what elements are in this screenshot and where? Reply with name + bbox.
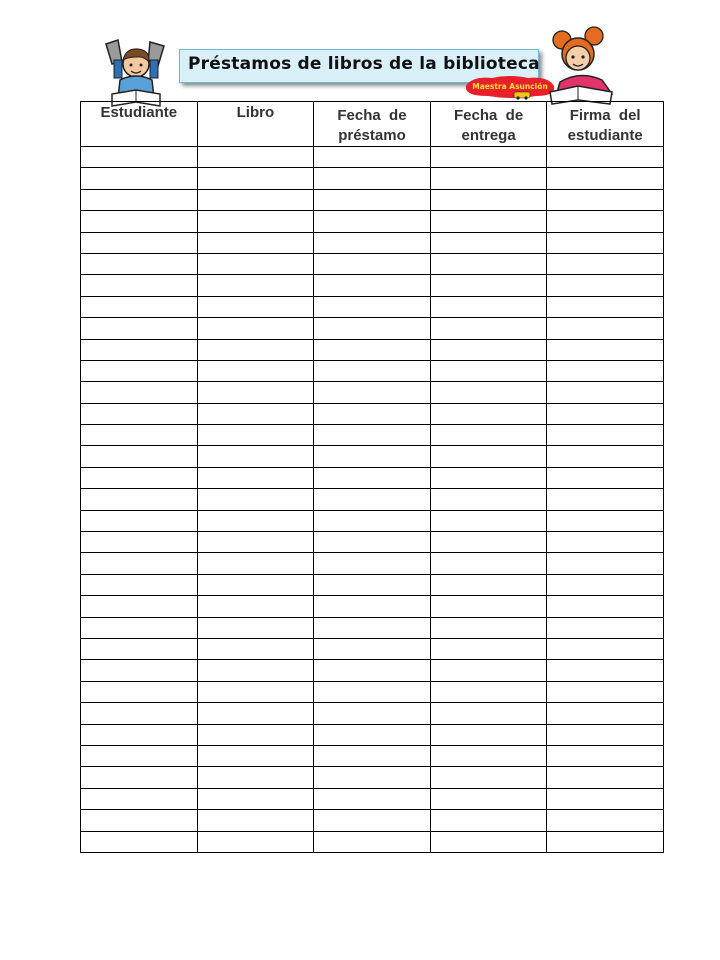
blank-cell[interactable] — [314, 360, 431, 381]
blank-cell[interactable] — [197, 446, 314, 467]
blank-cell[interactable] — [430, 446, 547, 467]
blank-cell[interactable] — [430, 339, 547, 360]
blank-cell[interactable] — [430, 788, 547, 809]
blank-cell[interactable] — [81, 574, 198, 595]
column-header-book: Libro — [197, 102, 314, 147]
blank-cell[interactable] — [547, 574, 664, 595]
blank-cell[interactable] — [314, 638, 431, 659]
blank-cell[interactable] — [430, 168, 547, 189]
table-row — [81, 211, 664, 232]
blank-cell[interactable] — [197, 831, 314, 852]
table-row — [81, 232, 664, 253]
table-row — [81, 189, 664, 210]
blank-cell[interactable] — [547, 189, 664, 210]
blank-cell[interactable] — [547, 467, 664, 488]
blank-cell[interactable] — [81, 596, 198, 617]
blank-cell[interactable] — [197, 360, 314, 381]
blank-cell[interactable] — [81, 767, 198, 788]
blank-cell[interactable] — [197, 275, 314, 296]
table-row — [81, 296, 664, 317]
blank-cell[interactable] — [547, 788, 664, 809]
blank-cell[interactable] — [430, 232, 547, 253]
blank-cell[interactable] — [547, 211, 664, 232]
blank-cell[interactable] — [81, 275, 198, 296]
blank-cell[interactable] — [81, 724, 198, 745]
blank-cell[interactable] — [197, 660, 314, 681]
blank-cell[interactable] — [197, 788, 314, 809]
table-row — [81, 532, 664, 553]
blank-cell[interactable] — [197, 189, 314, 210]
table-row — [81, 147, 664, 168]
blank-cell[interactable] — [197, 724, 314, 745]
blank-cell[interactable] — [81, 382, 198, 403]
blank-cell[interactable] — [430, 318, 547, 339]
blank-cell[interactable] — [547, 489, 664, 510]
blank-cell[interactable] — [314, 275, 431, 296]
blank-cell[interactable] — [314, 681, 431, 702]
blank-cell[interactable] — [197, 339, 314, 360]
library-loans-table — [80, 101, 664, 853]
blank-cell[interactable] — [314, 510, 431, 531]
blank-cell[interactable] — [197, 318, 314, 339]
blank-cell[interactable] — [197, 489, 314, 510]
blank-cell[interactable] — [430, 574, 547, 595]
blank-cell[interactable] — [81, 168, 198, 189]
blank-cell[interactable] — [547, 382, 664, 403]
blank-cell[interactable] — [314, 745, 431, 766]
blank-cell[interactable] — [314, 553, 431, 574]
table-row — [81, 767, 664, 788]
blank-cell[interactable] — [81, 467, 198, 488]
blank-cell[interactable] — [547, 318, 664, 339]
blank-cell[interactable] — [430, 489, 547, 510]
blank-cell[interactable] — [81, 745, 198, 766]
blank-cell[interactable] — [430, 467, 547, 488]
blank-cell[interactable] — [314, 660, 431, 681]
blank-cell[interactable] — [81, 617, 198, 638]
table-row — [81, 617, 664, 638]
blank-cell[interactable] — [430, 660, 547, 681]
blank-cell[interactable] — [314, 617, 431, 638]
table-row — [81, 425, 664, 446]
blank-cell[interactable] — [430, 767, 547, 788]
table-row — [81, 382, 664, 403]
blank-cell[interactable] — [314, 147, 431, 168]
blank-cell[interactable] — [197, 403, 314, 424]
table-row — [81, 703, 664, 724]
blank-cell[interactable] — [81, 681, 198, 702]
blank-cell[interactable] — [547, 253, 664, 274]
blank-cell[interactable] — [81, 831, 198, 852]
blank-cell[interactable] — [197, 253, 314, 274]
blank-cell[interactable] — [430, 810, 547, 831]
blank-cell[interactable] — [547, 339, 664, 360]
table-row — [81, 745, 664, 766]
return-date-label: Fecha de entrega — [453, 107, 528, 144]
blank-cell[interactable] — [314, 467, 431, 488]
blank-cell[interactable] — [430, 425, 547, 446]
blank-cell[interactable] — [430, 147, 547, 168]
blank-cell[interactable] — [430, 275, 547, 296]
table-row — [81, 788, 664, 809]
blank-cell[interactable] — [81, 253, 198, 274]
blank-cell[interactable] — [547, 403, 664, 424]
blank-cell[interactable] — [197, 638, 314, 659]
blank-cell[interactable] — [81, 296, 198, 317]
blank-cell[interactable] — [314, 767, 431, 788]
blank-cell[interactable] — [547, 446, 664, 467]
blank-cell[interactable] — [314, 211, 431, 232]
blank-cell[interactable] — [81, 660, 198, 681]
blank-cell[interactable] — [314, 574, 431, 595]
table-row — [81, 489, 664, 510]
blank-cell[interactable] — [430, 360, 547, 381]
blank-cell[interactable] — [314, 532, 431, 553]
blank-cell[interactable] — [547, 617, 664, 638]
blank-cell[interactable] — [430, 403, 547, 424]
signature-label: Firma del estudiante — [567, 107, 645, 144]
blank-cell[interactable] — [197, 574, 314, 595]
column-header-signature — [547, 102, 664, 147]
blank-cell[interactable] — [81, 638, 198, 659]
boy-reading-illustration — [100, 36, 172, 108]
blank-cell[interactable] — [314, 232, 431, 253]
blank-cell[interactable] — [547, 553, 664, 574]
blank-cell[interactable] — [81, 510, 198, 531]
blank-cell[interactable] — [314, 596, 431, 617]
blank-cell[interactable] — [81, 532, 198, 553]
table-row — [81, 638, 664, 659]
blank-cell[interactable] — [430, 189, 547, 210]
column-header-return-date — [430, 102, 547, 147]
blank-cell[interactable] — [197, 211, 314, 232]
column-header-student: Estudiante — [81, 102, 198, 147]
table-header-row — [81, 102, 664, 147]
blank-cell[interactable] — [197, 467, 314, 488]
blank-cell[interactable] — [197, 296, 314, 317]
blank-cell[interactable] — [430, 553, 547, 574]
blank-cell[interactable] — [197, 232, 314, 253]
blank-cell[interactable] — [314, 425, 431, 446]
table-row — [81, 510, 664, 531]
blank-cell[interactable] — [197, 596, 314, 617]
blank-cell[interactable] — [430, 724, 547, 745]
table-row — [81, 831, 664, 852]
blank-cell[interactable] — [547, 681, 664, 702]
blank-cell[interactable] — [547, 296, 664, 317]
blank-cell[interactable] — [81, 788, 198, 809]
blank-cell[interactable] — [547, 596, 664, 617]
table-row — [81, 660, 664, 681]
table-row — [81, 403, 664, 424]
blank-cell[interactable] — [547, 532, 664, 553]
table-row — [81, 446, 664, 467]
blank-cell[interactable] — [197, 745, 314, 766]
blank-cell[interactable] — [81, 211, 198, 232]
blank-cell[interactable] — [197, 767, 314, 788]
table-row — [81, 810, 664, 831]
blank-cell[interactable] — [197, 703, 314, 724]
blank-cell[interactable] — [197, 617, 314, 638]
loan-date-label: Fecha de préstamo — [337, 107, 411, 144]
blank-cell[interactable] — [314, 446, 431, 467]
table-row — [81, 724, 664, 745]
blank-cell[interactable] — [81, 810, 198, 831]
blank-cell[interactable] — [547, 724, 664, 745]
table-row — [81, 339, 664, 360]
blank-cell[interactable] — [81, 446, 198, 467]
table-body — [81, 147, 664, 853]
blank-cell[interactable] — [314, 703, 431, 724]
page-header — [0, 0, 720, 110]
blank-cell[interactable] — [314, 296, 431, 317]
blank-cell[interactable] — [81, 403, 198, 424]
blank-cell[interactable] — [430, 638, 547, 659]
svg-text:Maestra Asunción: Maestra Asunción — [472, 82, 548, 91]
blank-cell[interactable] — [430, 211, 547, 232]
blank-cell[interactable] — [547, 510, 664, 531]
blank-cell[interactable] — [314, 339, 431, 360]
blank-cell[interactable] — [81, 339, 198, 360]
blank-cell[interactable] — [547, 425, 664, 446]
blank-cell[interactable] — [314, 489, 431, 510]
blank-cell[interactable] — [314, 403, 431, 424]
blank-cell[interactable] — [547, 745, 664, 766]
blank-cell[interactable] — [314, 788, 431, 809]
blank-cell[interactable] — [81, 318, 198, 339]
blank-cell[interactable] — [430, 532, 547, 553]
blank-cell[interactable] — [197, 681, 314, 702]
table-row — [81, 681, 664, 702]
blank-cell[interactable] — [197, 553, 314, 574]
blank-cell[interactable] — [430, 296, 547, 317]
blank-cell[interactable] — [197, 810, 314, 831]
blank-cell[interactable] — [547, 168, 664, 189]
blank-cell[interactable] — [81, 147, 198, 168]
blank-cell[interactable] — [430, 745, 547, 766]
blank-cell[interactable] — [314, 810, 431, 831]
blank-cell[interactable] — [547, 638, 664, 659]
blank-cell[interactable] — [197, 168, 314, 189]
blank-cell[interactable] — [81, 703, 198, 724]
girl-reading-illustration — [540, 22, 618, 106]
blank-cell[interactable] — [430, 681, 547, 702]
table-row — [81, 275, 664, 296]
blank-cell[interactable] — [430, 510, 547, 531]
page-title: Préstamos de libros de la biblioteca — [188, 54, 540, 74]
blank-cell[interactable] — [81, 553, 198, 574]
table-row — [81, 360, 664, 381]
blank-cell[interactable] — [547, 831, 664, 852]
blank-cell[interactable] — [547, 232, 664, 253]
table-row — [81, 553, 664, 574]
blank-cell[interactable] — [430, 617, 547, 638]
blank-cell[interactable] — [314, 189, 431, 210]
blank-cell[interactable] — [314, 318, 431, 339]
blank-cell[interactable] — [430, 253, 547, 274]
blank-cell[interactable] — [547, 660, 664, 681]
table-row — [81, 253, 664, 274]
blank-cell[interactable] — [81, 189, 198, 210]
blank-cell[interactable] — [197, 425, 314, 446]
table-row — [81, 467, 664, 488]
table-row — [81, 168, 664, 189]
table-row — [81, 596, 664, 617]
blank-cell[interactable] — [314, 168, 431, 189]
blank-cell[interactable] — [547, 810, 664, 831]
blank-cell[interactable] — [430, 596, 547, 617]
blank-cell[interactable] — [547, 703, 664, 724]
blank-cell[interactable] — [430, 703, 547, 724]
blank-cell[interactable] — [547, 275, 664, 296]
blank-cell[interactable] — [81, 232, 198, 253]
table-row — [81, 574, 664, 595]
blank-cell[interactable] — [197, 532, 314, 553]
blank-cell[interactable] — [197, 382, 314, 403]
blank-cell[interactable] — [430, 382, 547, 403]
blank-cell[interactable] — [430, 831, 547, 852]
blank-cell[interactable] — [314, 253, 431, 274]
blank-cell[interactable] — [314, 831, 431, 852]
blank-cell[interactable] — [547, 360, 664, 381]
blank-cell[interactable] — [314, 382, 431, 403]
blank-cell[interactable] — [547, 147, 664, 168]
blank-cell[interactable] — [547, 767, 664, 788]
blank-cell[interactable] — [81, 425, 198, 446]
table-row — [81, 318, 664, 339]
blank-cell[interactable] — [197, 510, 314, 531]
column-header-loan-date — [314, 102, 431, 147]
blank-cell[interactable] — [197, 147, 314, 168]
blank-cell[interactable] — [81, 360, 198, 381]
blank-cell[interactable] — [314, 724, 431, 745]
blank-cell[interactable] — [81, 489, 198, 510]
